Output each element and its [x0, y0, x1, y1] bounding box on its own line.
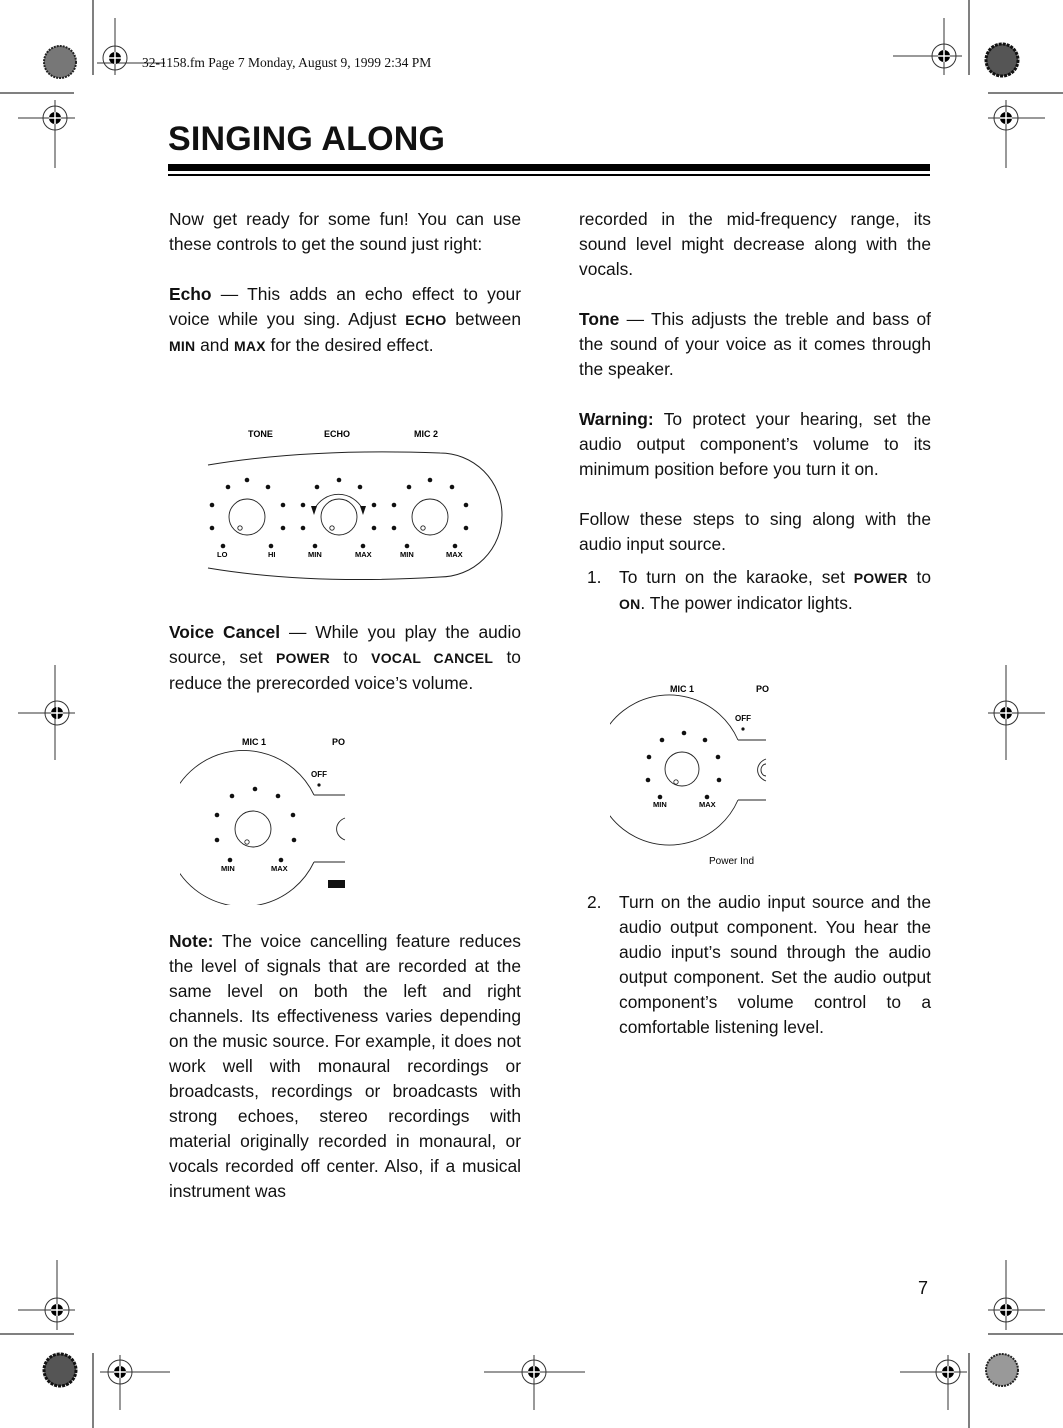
mic2-label: MIC 2 [414, 429, 439, 439]
svg-text:OFF: OFF [311, 770, 327, 779]
page-title: SINGING ALONG [168, 120, 446, 158]
print-slug: 32-1158.fm Page 7 Monday, August 9, 1999 2:34 PM [142, 55, 432, 70]
echo-knob [321, 499, 357, 535]
echo-max-label: MAX [233, 338, 266, 354]
tone-term: Tone [579, 309, 620, 329]
tone-paragraph [579, 307, 931, 382]
echo-max-label: MAX [355, 550, 372, 559]
svg-text:MIC 1: MIC 1 [242, 737, 267, 747]
svg-text:PO: PO [332, 737, 346, 747]
step-1-tail: . The power indicator lights. [640, 593, 853, 613]
svg-text:Power Ind: Power Ind [709, 856, 755, 867]
echo-control-label: ECHO [405, 312, 447, 328]
warning-text: To protect your hearing, set the audio output component’s volume to its minimum position before you turn it on. [579, 409, 931, 479]
echo-paragraph [169, 282, 521, 359]
tone-text: — This adjusts the treble and bass of the sound of your voice as it comes through the speaker. [579, 309, 931, 379]
voice-cancel-text: — While you play the audio source, set [169, 622, 521, 667]
echo-label: ECHO [324, 429, 351, 439]
echo-term: Echo [169, 284, 212, 304]
continued-paragraph: recorded in the mid-frequency range, its sound level might decrease along with the vocals. [579, 209, 931, 279]
mic2-knob [412, 499, 448, 535]
tone-min-label: LO [217, 550, 228, 559]
step-2-block [579, 890, 931, 1040]
echo-text-between: between [446, 309, 521, 329]
step-2-text: Turn on the audio input source and the audio output component. You hear the audio input’s sound through the audio output component. Set the audio output component’s volume control to a comfortable listening level. [619, 892, 931, 1037]
svg-text:OFF: OFF [735, 714, 751, 723]
voice-cancel-term: Voice Cancel [169, 622, 281, 642]
tone-label: TONE [248, 429, 273, 439]
svg-text:MIC 1: MIC 1 [670, 684, 695, 694]
voice-cancel-paragraph [169, 620, 521, 696]
vocal-cancel-label: VOCAL CANCEL [371, 650, 494, 666]
step-on-label: ON [619, 596, 641, 612]
title-rule-thick [168, 164, 930, 171]
step-1-text: To turn on the karaoke, set [619, 567, 854, 587]
voice-cancel-to: to [329, 647, 372, 667]
mic2-min-label: MIN [400, 550, 414, 559]
right-column [579, 207, 931, 617]
svg-text:MAX: MAX [271, 864, 288, 873]
title-rule-thin [168, 174, 930, 176]
svg-text:MIN: MIN [221, 864, 235, 873]
step-power-label: POWER [853, 570, 908, 586]
svg-text:MIN: MIN [653, 800, 667, 809]
power-label: POWER [276, 650, 330, 666]
tone-max-label: HI [268, 550, 276, 559]
power-indicator-figure [610, 675, 790, 870]
svg-text:MAX: MAX [699, 800, 716, 809]
step-2 [579, 890, 931, 1040]
voice-cancel-block [169, 620, 521, 721]
echo-text: — This adds an echo effect to your voice while you sing. Adjust [169, 284, 521, 329]
echo-min-label: MIN [169, 338, 196, 354]
note-term: Note: [169, 931, 214, 951]
echo-text-and: and [195, 335, 234, 355]
controls-panel-figure [190, 420, 510, 590]
mic2-max-label: MAX [446, 550, 463, 559]
note-text: The voice cancelling feature reduces the level of signals that are recorded at the same level on both the left and right channels. Its effectiveness varies depending on the music source. For example, it does not work well with monaural recordings or broadcasts, recordings or broadcasts with strong echoes, stereo recordings with material originally recorded in monaural, or vocals recorded off center. Also, if a musical instrument was [169, 931, 521, 1201]
mic1-panel-figure [180, 725, 360, 905]
page-number: 7 [918, 1278, 929, 1298]
note-paragraph [169, 929, 521, 1204]
step-number: 1. [587, 567, 602, 587]
note-block [169, 929, 521, 1229]
echo-min-label: MIN [308, 550, 322, 559]
step-1-to: to [907, 567, 931, 587]
step-number: 2. [587, 892, 602, 912]
intro-paragraph: Now get ready for some fun! You can use these controls to get the sound just right: [169, 209, 521, 254]
follow-paragraph: Follow these steps to sing along with the audio input source. [579, 509, 931, 554]
left-column [169, 207, 521, 384]
voice-cancel-tail: to reduce the prerecorded voice’s volume. [169, 647, 521, 693]
tone-knob [229, 499, 265, 535]
echo-text-tail: for the desired effect. [265, 335, 434, 355]
warning-term: Warning: [579, 409, 654, 429]
svg-text:PO: PO [756, 684, 770, 694]
step-1 [579, 565, 931, 617]
warning-paragraph [579, 407, 931, 482]
